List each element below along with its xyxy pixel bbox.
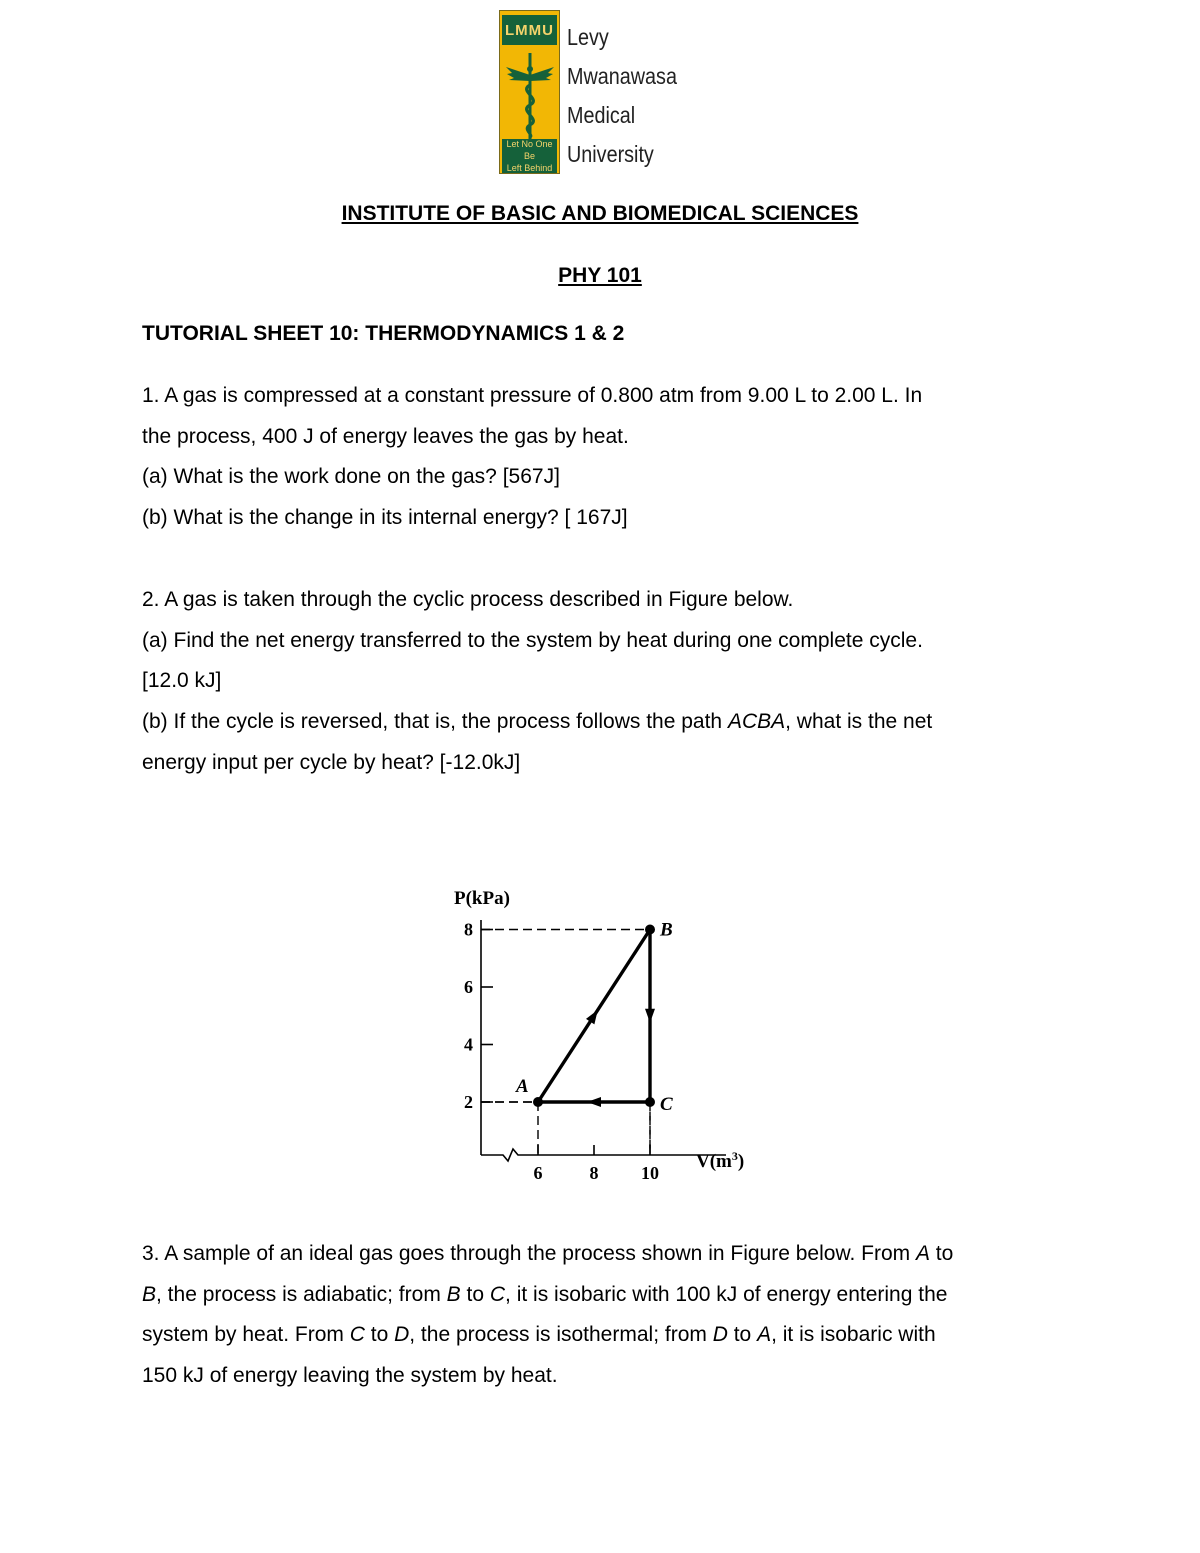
logo-word-2: Mwanawasa [567, 63, 677, 89]
q1-part-a: (a) What is the work done on the gas? [567J] [142, 465, 560, 489]
q3-text-4: to [460, 1282, 490, 1306]
q2-part-b-path: ACBA [727, 710, 786, 734]
q3-text-6: system by heat. From [142, 1323, 350, 1347]
q3-line3 [142, 1315, 1072, 1356]
x-tick-label: 6 [533, 1163, 543, 1183]
q3-state-c: C [349, 1323, 365, 1347]
question-3 [142, 1234, 1072, 1397]
x-tick-label: 10 [641, 1163, 659, 1183]
x-axis-label-close: ) [737, 1151, 745, 1172]
x-axis-label [696, 1149, 744, 1172]
pv-diagram [440, 880, 760, 1190]
q3-text-7: to [364, 1323, 395, 1347]
q2-part-b-line1 [142, 702, 1072, 743]
logo-abbreviation: LMMU [502, 15, 557, 45]
q3-text-1: 3. A sample of an ideal gas goes through the process shown in Figure below. From [142, 1242, 916, 1265]
logo-word-1: Levy [567, 24, 609, 50]
q2-part-a-line1: (a) Find the net energy transferred to the system by heat during one complete cycle. [142, 628, 923, 652]
y-axis-label: P(kPa) [454, 888, 510, 909]
x-axis-label-main: V(m [696, 1151, 732, 1172]
sheet-title: TUTORIAL SHEET 10: THERMODYNAMICS 1 & 2 [142, 322, 625, 345]
q2-part-a-line2: [12.0 kJ] [142, 669, 222, 693]
y-tick-label: 2 [464, 1092, 473, 1112]
q3-text-5: , it is isobaric with 100 kJ of energy entering the [505, 1282, 948, 1306]
pv-diagram-svg [440, 880, 760, 1190]
q3-text-2: to [929, 1242, 954, 1265]
q1-part-b: (b) What is the change in its internal energy? [ 167J] [142, 506, 628, 530]
q3-line2 [142, 1275, 1072, 1316]
q2-part-b-line2: energy input per cycle by heat? [-12.0kJ] [142, 750, 521, 774]
direction-arrow-CA [587, 1097, 601, 1107]
logo-motto-line2: Left Behind [506, 163, 553, 173]
x-axis-line [481, 1149, 726, 1161]
direction-arrow-BC [645, 1009, 655, 1023]
state-point-B [645, 925, 655, 935]
course-code: PHY 101 [558, 264, 642, 287]
state-label-C: C [660, 1094, 673, 1115]
caduceus-icon [504, 49, 556, 141]
q3-state-a: A [915, 1242, 930, 1265]
institute-heading: INSTITUTE OF BASIC AND BIOMEDICAL SCIENCES [341, 202, 859, 225]
q3-state-d: D [394, 1323, 410, 1347]
q1-line1: 1. A gas is compressed at a constant pressure of 0.800 atm from 9.00 L to 2.00 L. In [142, 384, 923, 407]
q3-text-8: , the process is isothermal; from [409, 1323, 713, 1347]
state-point-A [533, 1097, 543, 1107]
q2-intro: 2. A gas is taken through the cyclic process described in Figure below. [142, 588, 794, 611]
q3-line1 [142, 1234, 1072, 1275]
q3-state-b: B [446, 1282, 461, 1306]
q3-text-9: to [727, 1323, 758, 1347]
question-1 [142, 376, 1072, 539]
x-axis-label-sup: 3 [731, 1149, 738, 1163]
q3-line4: 150 kJ of energy leaving the system by heat. [142, 1364, 558, 1388]
q3-state-c: C [489, 1282, 506, 1306]
logo-word-4: University [567, 141, 654, 167]
q3-state-a: A [757, 1323, 772, 1347]
q3-state-b: B [142, 1282, 157, 1306]
logo-motto [502, 139, 557, 173]
logo-emblem-box [499, 10, 560, 174]
q2-part-b-post: , what is the net [785, 710, 933, 734]
direction-arrow-AB [586, 1010, 598, 1024]
q1-line2: the process, 400 J of energy leaves the gas by heat. [142, 424, 629, 448]
y-tick-label: 8 [464, 919, 473, 940]
y-tick-label: 4 [464, 1034, 473, 1055]
state-label-A: A [516, 1076, 529, 1097]
logo-word-3: Medical [567, 102, 636, 128]
question-2 [142, 580, 1072, 784]
y-tick-label: 6 [464, 977, 473, 997]
q3-text-3: , the process is adiabatic; from [156, 1282, 447, 1306]
logo-wordmark [567, 18, 677, 174]
q3-text-10: , it is isobaric with [771, 1323, 936, 1347]
logo-motto-line1: Let No One Be [506, 139, 553, 161]
x-tick-label: 8 [589, 1163, 599, 1183]
q3-state-d: D [712, 1323, 728, 1347]
state-point-C [645, 1097, 655, 1107]
state-label-B: B [660, 919, 673, 941]
q2-part-b-pre: (b) If the cycle is reversed, that is, the process follows the path [142, 710, 728, 734]
university-logo [499, 10, 677, 176]
